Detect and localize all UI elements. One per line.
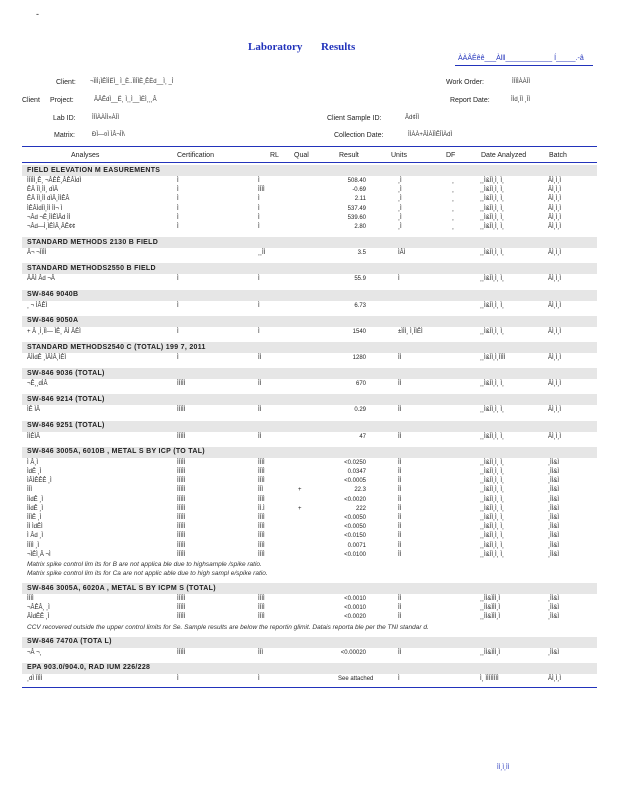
cell-batch: ÂÌ¸Ì¸Ì — [548, 205, 561, 212]
lab-logo: ÀÀÂÊêê___Àlll____________ Í_____.-â — [458, 55, 584, 62]
cell-rl: ÌÌÌÌ — [258, 605, 265, 612]
cell-result: 3.5 — [357, 250, 366, 257]
footer-mark: ÌÌ¸Ì¸ÌÌ — [497, 765, 510, 771]
cell-result: 0.0347 — [347, 469, 366, 475]
cell-result: <0.0150 — [344, 533, 366, 540]
cell-result: 0.0071 — [347, 542, 366, 549]
cell-analyte: ÂÌÌdÊ ¸ÌÂÌÂ¸ÌÊÌ — [27, 355, 67, 361]
cell-df: ¸ — [452, 178, 454, 184]
cell-date-analyzed: ¸¸Ì&ÌÌ¸Ì¸ Ì¸ — [480, 524, 504, 531]
cell-batch: ÂÌ¸Ì¸Ì — [548, 224, 561, 230]
col-certification: Certification — [177, 152, 214, 159]
cell-rl: ÌÌ — [258, 433, 262, 440]
cell-units: ¸Ì — [398, 187, 402, 194]
col-qual: Qual — [294, 152, 309, 159]
cell-date-analyzed: ¸¸ÌÌ&ÌÌÌ¸Ì — [480, 649, 500, 656]
section-title: SW-846 3005A, 6020A , METAL S BY ICPM S (TOTAL) — [27, 584, 216, 592]
section-title: STANDARD METHODS2540 C (TOTAL) 199 7, 2011 — [27, 343, 206, 351]
cell-batch: ¸ÌÌ&Ì — [548, 459, 560, 466]
cell-certification: Ì — [177, 178, 179, 184]
report-date-value: ÌÌd¸ÌÌ ¸ÌÌ — [511, 97, 531, 103]
cell-analyte: ÌÌdÊ ¸Ì — [27, 505, 44, 512]
col-result: Result — [339, 152, 359, 159]
cell-analyte: ÌÊ ÌÂ — [27, 407, 41, 414]
cell-analyte: ÌÌÊÌÂ — [27, 433, 41, 440]
cell-analyte: ÊÂ ÌÌ¸ÌÌ dÌÂ¸ÌÌÊÂ — [27, 196, 70, 203]
cell-batch: ¸ÌÌ&Ì — [548, 478, 560, 485]
client-value: ¬ÌÌÌ¡ÌÊÌÌËÌ_ Ì_È..ÌÌÌÌÈ¸ÊËd__Ì¸ _Ì — [90, 79, 174, 85]
cell-analyte: ÌÂÌÊÊÊ ¸Ì — [27, 478, 52, 485]
cell-units: ÌÌ — [398, 649, 402, 656]
cell-rl: ÌÌÌÌ — [258, 551, 265, 558]
client-label: Client: — [56, 79, 76, 86]
cell-units: ¸Ì — [398, 196, 402, 203]
cell-date-analyzed: ¸¸Ì&ÌÌ¸Ì¸ Ì¸ — [480, 214, 504, 221]
cell-units: ÌÌ — [398, 381, 402, 388]
cell-units: ÌÌ — [398, 614, 402, 621]
cell-result: 55.9 — [354, 276, 366, 283]
header-rule-top — [22, 146, 597, 147]
cell-rl: ÌÌÌÌ — [258, 542, 265, 549]
cell-result: 0.29 — [354, 407, 366, 414]
cell-certification: ÌÌÌÌÌ — [177, 596, 186, 602]
cell-analyte: ¬Âd ¬Ê¸ÌÌÊÌÂd ÌÌ — [27, 214, 71, 221]
client-sample-id-value: Âd¢ÌÌ — [405, 115, 420, 121]
cell-analyte: ¬Âd—Ì¸ÌÊÌÂ¸ÂÊ¢¢ — [27, 224, 76, 230]
cell-units: ¸Ì — [398, 178, 402, 184]
cell-result: <0.0010 — [344, 596, 366, 602]
page-title-results: Results — [321, 41, 356, 53]
cell-date-analyzed: ¸¸Ì&ÌÌ¸Ì¸ Ì¸ — [480, 551, 504, 558]
cell-date-analyzed: ¸¸ÌÌ&ÌÌÌ¸Ì — [480, 596, 500, 602]
cell-certification: Ì — [177, 355, 179, 361]
cell-date-analyzed: ¸¸Ì&ÌÌ¸Ì¸ Ì¸ — [480, 487, 504, 494]
cell-result: 222 — [355, 505, 366, 512]
cell-date-analyzed: ¸¸Ì&ÌÌ¸Ì¸ Ì¸ — [480, 178, 504, 184]
cell-certification: ÌÌÌÌÌ — [177, 407, 186, 414]
cell-df: ¸ — [452, 214, 454, 221]
cell-date-analyzed: ¸¸Ì&ÌÌ¸Ì¸ Ì¸ — [480, 496, 504, 503]
cell-date-analyzed: ¸¸Ì&ÌÌ¸Ì¸ÌÌÌÌ — [480, 355, 506, 361]
cell-analyte: ÌÌÌ — [27, 487, 33, 494]
section-header — [22, 290, 597, 301]
cell-batch: ¸ÌÌ&Ì — [548, 505, 560, 512]
col-batch: Batch — [549, 152, 567, 159]
section-title: FIELD ELEVATION M EASUREMENTS — [27, 166, 161, 174]
cell-rl: Ì — [258, 276, 260, 283]
cell-result: <0.0020 — [344, 496, 366, 503]
cell-rl: ÌÌÌÌ — [258, 478, 265, 485]
cell-units: ÌÌ — [398, 459, 402, 466]
cell-batch: ¸ÌÌ&Ì — [548, 596, 560, 602]
cell-rl: Ì — [258, 178, 260, 184]
cell-rl: ¸¸ÌÌ — [258, 250, 266, 257]
cell-certification: ÌÌÌÌÌ — [177, 533, 186, 540]
cell-units: ÌÂÌ — [398, 250, 406, 257]
cell-batch: ÂÌ¸Ì¸Ì — [548, 381, 561, 388]
cell-date-analyzed: ¸¸Ì&ÌÌ¸Ì¸ Ì¸ — [480, 302, 504, 309]
cell-batch: ÂÌ¸Ì¸Ì — [548, 250, 561, 257]
cell-batch: ¸ÌÌ&Ì — [548, 649, 560, 656]
logo-underline — [455, 65, 593, 66]
cell-rl: ÌÌÌÌ — [258, 469, 265, 475]
cell-rl: ÌÌÌÌ — [258, 459, 265, 466]
cell-batch: ÂÌ¸Ì¸Ì — [548, 276, 561, 283]
cell-batch: ÂÌ¸Ì¸Ì — [548, 407, 561, 414]
client-sample-id-label: Client Sample ID: — [327, 115, 382, 122]
cell-date-analyzed: ¸¸ÌÌ&ÌÌÌ¸Ì — [480, 605, 500, 612]
cell-qual: + — [298, 487, 302, 494]
cell-batch: ¸ÌÌ&Ì — [548, 469, 560, 475]
cell-result: 6.73 — [354, 302, 366, 309]
cell-batch: ÂÌ¸Ì¸Ì — [548, 675, 561, 682]
section-note: Matrix spike control lim its for B are not applica ble due to highsample /spike ratio. — [27, 561, 262, 568]
cell-certification: Ì — [177, 224, 179, 230]
cell-batch: ÂÌ¸Ì¸Ì — [548, 302, 561, 309]
cell-batch: ¸ÌÌ&Ì — [548, 542, 560, 549]
cell-result: See attached — [338, 675, 374, 682]
cell-result: 1540 — [352, 328, 366, 335]
cell-rl: ÌÌÌÌ — [258, 596, 265, 602]
cell-analyte: + Â ¸Ì¸ÌÌ— ÌÊ¸ ÂÌ ÂÊÌ — [27, 328, 81, 335]
cell-date-analyzed: ¸¸Ì&ÌÌ¸Ì¸ Ì¸ — [480, 515, 504, 521]
cell-units: ÌÌ — [398, 524, 402, 531]
section-header — [22, 394, 597, 405]
cell-result: <0.0020 — [344, 614, 366, 621]
cell-certification: ÌÌÌÌÌ — [177, 605, 186, 612]
cell-analyte: ÂÂÌ Âd ¬Â — [27, 276, 55, 283]
cell-batch: ÂÌ¸Ì¸Ì — [548, 328, 561, 335]
cell-certification: ÌÌÌÌÌ — [177, 469, 186, 475]
cell-result: 2.80 — [354, 224, 366, 230]
section-header — [22, 368, 597, 379]
cell-units: ÌÌ — [398, 433, 402, 440]
cell-date-analyzed: ¸¸Ì&ÌÌ¸Ì¸ Ì¸ — [480, 407, 504, 414]
cell-date-analyzed: ¸¸Ì&ÌÌ¸Ì¸ Ì¸ — [480, 505, 504, 512]
cell-units: ÌÌ — [398, 496, 402, 503]
cell-certification: ÌÌÌÌÌ — [177, 614, 186, 621]
cell-units: ±ÌÌÌ¸ Ì¸ÌÌÊÌ — [398, 328, 423, 335]
section-title: STANDARD METHODS2550 B FIELD — [27, 264, 156, 272]
col-units: Units — [391, 152, 407, 159]
section-title: SW-846 9251 (TOTAL) — [27, 422, 105, 430]
collection-date-value: ÌÌÀÀ+ÂÌÀÌÌÊÌÌÀdÌ — [408, 132, 453, 138]
cell-units: ÌÌ — [398, 355, 402, 361]
cell-result: <0.00020 — [340, 649, 366, 656]
cell-batch: ¸ÌÌ&Ì — [548, 533, 560, 540]
cell-units: ÌÌ — [398, 533, 402, 540]
cell-units: ÌÌ — [398, 596, 402, 602]
cell-date-analyzed: ¸¸Ì&ÌÌ¸Ì¸ Ì¸ — [480, 328, 504, 335]
cell-batch: ¸ÌÌ&Ì — [548, 551, 560, 558]
cell-date-analyzed: ¸¸Ì&ÌÌ¸Ì¸ Ì¸ — [480, 205, 504, 212]
header-rule-bottom — [22, 162, 597, 163]
cell-units: Ì — [398, 276, 400, 283]
cell-certification: ÌÌÌÌÌ — [177, 505, 186, 512]
cell-df: ¸ — [452, 205, 454, 212]
cell-rl: ÌÌÌÌ — [258, 515, 265, 521]
report-date-label: Report Date: — [450, 97, 490, 104]
cell-result: 22.3 — [354, 487, 366, 494]
cell-result: 537.49 — [347, 205, 366, 212]
cell-certification: ÌÌÌÌÌ — [177, 381, 186, 388]
cell-batch: ÂÌ¸Ì¸Ì — [548, 433, 561, 440]
cell-rl: Ì — [258, 328, 260, 335]
cell-batch: ¸ÌÌ&Ì — [548, 496, 560, 503]
section-note: CCV recovered outside the upper control limits for Se. Sample results are below the reportin glimit. Datais reporta ble per the TNI standar d. — [27, 623, 429, 631]
cell-result: 670 — [355, 381, 366, 388]
cell-rl: ÌÌ — [258, 407, 262, 414]
cell-batch: ÂÌ¸Ì¸Ì — [548, 178, 561, 184]
cell-rl: ÌÌÌ — [258, 649, 264, 656]
cell-units: Ì — [398, 675, 400, 682]
cell-analyte: ¬ÌÊÌ¸Â ¬Ì — [27, 551, 51, 558]
cell-result: 1280 — [352, 355, 366, 361]
cell-analyte: ÌÌÌÌ — [27, 596, 34, 602]
cell-rl: ÌÌ — [258, 381, 262, 388]
cell-analyte: ÌÌ ÌdÊÌ — [27, 524, 43, 531]
cell-certification: ÌÌÌÌÌ — [177, 478, 186, 485]
cell-batch: ¸ÌÌ&Ì — [548, 614, 560, 621]
cell-analyte: ¬Â ¬¸ — [27, 649, 42, 656]
cell-certification: Ì — [177, 196, 179, 203]
cell-rl: ÌÌ — [258, 355, 262, 361]
cell-batch: ÂÌ¸Ì¸Ì — [548, 196, 561, 203]
cell-qual: + — [298, 505, 302, 512]
cell-certification: ÌÌÌÌÌ — [177, 487, 186, 494]
section-title: SW-846 9214 (TOTAL) — [27, 395, 105, 403]
collection-date-label: Collection Date: — [334, 132, 384, 139]
cell-certification: ÌÌÌÌÌ — [177, 524, 186, 531]
cell-batch: ÂÌ¸Ì¸Ì — [548, 355, 561, 361]
cell-certification: Ì — [177, 328, 179, 335]
cell-batch: ¸ÌÌ&Ì — [548, 515, 560, 521]
cell-df: ¸ — [452, 224, 454, 230]
col-analyses: Analyses — [71, 152, 100, 159]
cell-units: ¸Ì — [398, 214, 402, 221]
cell-units: ÌÌ — [398, 478, 402, 485]
cell-certification: ÌÌÌÌÌ — [177, 542, 186, 549]
cell-result: <0.0250 — [344, 459, 366, 466]
cell-batch: ÂÌ¸Ì¸Ì — [548, 214, 561, 221]
cell-date-analyzed: ¸¸Ì&ÌÌ¸Ì¸ Ì¸ — [480, 276, 504, 283]
cell-df: ¸ — [452, 187, 454, 194]
cell-analyte: ÊÂ ÌÌ¸ÌÌ¸ dÌÂ — [27, 187, 59, 194]
cell-batch: ¸ÌÌ&Ì — [548, 487, 560, 494]
cell-rl: Ì — [258, 302, 260, 309]
cell-date-analyzed: ¸¸Ì&ÌÌ¸Ì¸ Ì¸ — [480, 533, 504, 540]
cell-rl: Ì — [258, 214, 260, 221]
cell-batch: ¸ÌÌ&Ì — [548, 605, 560, 612]
cell-date-analyzed: ¸¸Ì&ÌÌ¸Ì¸ Ì¸ — [480, 250, 504, 257]
cell-date-analyzed: ¸¸ÌÌ&ÌÌÌ¸Ì — [480, 614, 500, 621]
cell-analyte: Ì Âd ¸Ì — [27, 533, 44, 540]
cell-analyte: ¬ÂÊÂ¸ ¸Ì — [27, 605, 50, 612]
cell-certification: ÌÌÌÌÌ — [177, 459, 186, 466]
cell-analyte: ÌdÊ ¸Ì — [27, 469, 42, 475]
cell-certification: Ì — [177, 187, 179, 194]
cell-result: <0.0010 — [344, 605, 366, 612]
cell-certification: Ì — [177, 302, 179, 309]
corner-mark: - — [36, 9, 39, 19]
cell-rl: ÌÌ.Ì — [258, 505, 265, 512]
cell-analyte: ¸ ¬ ÌÂÊÌ — [27, 302, 48, 309]
cell-date-analyzed: ¸¸Ì&ÌÌ¸Ì¸ Ì¸ — [480, 196, 504, 203]
section-header — [22, 421, 597, 432]
cell-result: <0.0050 — [344, 515, 366, 521]
cell-analyte: ÂÌdÊÊ ¸Ì — [27, 614, 50, 621]
section-title: SW-846 3005A, 6010B , METAL S BY ICP (TO TAL) — [27, 448, 205, 456]
matrix-value: ÐÌ—¤Ì ÌÂ¬ÌÌ\ — [92, 132, 125, 138]
cell-rl: ÌÌÌÌ — [258, 187, 265, 194]
cell-analyte: ÌÌdÊ ¸Ì — [27, 496, 44, 503]
cell-certification: Ì — [177, 205, 179, 212]
cell-units: ÌÌ — [398, 551, 402, 558]
cell-certification: Ì — [177, 276, 179, 283]
project-value: ÂÂÊdÌ__Ë¸ Ì¸¸Ì__ÌËÌ¸¸¸Â — [94, 97, 157, 103]
cell-analyte: Â¬ ¬ÌÌÌÌ — [27, 250, 47, 257]
cell-analyte: ÌÌÌÌÌ¸Ê¸ ¬ÂÊÊ¸ÂÊÂÌdÌ — [27, 178, 82, 184]
cell-certification: ÌÌÌÌÌ — [177, 551, 186, 558]
cell-result: <0.0050 — [344, 524, 366, 531]
cell-analyte: ÌÌÌÊ ¸Ì — [27, 515, 42, 521]
cell-analyte: ¬Ê¸¸dÌÂ — [27, 381, 48, 388]
lab-id-value: ÌÌÌÀÀÌÌ»ÀÌÌ — [92, 115, 120, 121]
cell-rl: Ì — [258, 196, 260, 203]
cell-result: 47 — [359, 433, 366, 440]
cell-rl: ÌÌÌÌ — [258, 524, 265, 531]
cell-date-analyzed: ¸¸Ì&ÌÌ¸Ì¸ Ì¸ — [480, 459, 504, 466]
cell-units: ¸Ì — [398, 224, 402, 230]
col-rl: RL — [270, 152, 279, 159]
cell-result: 539.60 — [347, 214, 366, 221]
cell-rl: Ì — [258, 205, 260, 212]
section-note: Matrix spike control lim its for Ca are not applic able due to high sampl e/spike ratio. — [27, 570, 268, 577]
cell-date-analyzed: ¸¸Ì&ÌÌ¸Ì¸ Ì¸ — [480, 469, 504, 475]
cell-units: ÌÌ — [398, 469, 402, 475]
cell-date-analyzed: ¸¸Ì&ÌÌ¸Ì¸ Ì¸ — [480, 187, 504, 194]
cell-analyte: Ì Â¸Ì — [27, 459, 39, 466]
lab-id-label: Lab ID: — [53, 115, 76, 122]
cell-units: ÌÌ — [398, 515, 402, 521]
cell-units: ÌÌ — [398, 505, 402, 512]
cell-result: <0.0005 — [344, 478, 366, 485]
cell-certification: Ì — [177, 675, 179, 682]
cell-date-analyzed: ¸¸Ì&ÌÌ¸Ì¸ Ì¸ — [480, 224, 504, 230]
cell-certification: ÌÌÌÌÌ — [177, 433, 186, 440]
cell-units: ÌÌ — [398, 407, 402, 414]
cell-batch: ÂÌ¸Ì¸Ì — [548, 187, 561, 194]
cell-certification: ÌÌÌÌÌ — [177, 649, 186, 656]
cell-result: <0.0100 — [344, 551, 366, 558]
cell-certification: ÌÌÌÌÌ — [177, 496, 186, 503]
section-title: SW-846 9050A — [27, 317, 79, 325]
cell-date-analyzed: Ì¸ ÌÌÌÌÌÌÌÌ — [480, 675, 499, 682]
cell-date-analyzed: ¸¸Ì&ÌÌ¸Ì¸ Ì¸ — [480, 433, 504, 440]
cell-units: ÌÌ — [398, 605, 402, 612]
cell-analyte: ÌÊÂÌdÌÌ¸ÌÌ ÌÌ¬ Ì — [27, 205, 63, 212]
cell-rl: Ì — [258, 675, 260, 682]
cell-units: ÌÌ — [398, 542, 402, 549]
project-label: Project: — [50, 97, 74, 104]
section-title: SW-846 7470A (TOTA L) — [27, 638, 112, 646]
table-bottom-rule — [22, 687, 597, 688]
section-title: SW-846 9040B — [27, 291, 79, 299]
section-title: STANDARD METHODS 2130 B FIELD — [27, 238, 159, 246]
work-order-value: ÌÌÌÌÀÀÌÌ — [512, 79, 531, 85]
cell-rl: ÌÌÌÌ — [258, 496, 265, 503]
cell-units: ¸Ì — [398, 205, 402, 212]
matrix-label: Matrix: — [54, 132, 75, 139]
cell-result: 508.40 — [347, 178, 366, 184]
section-header — [22, 316, 597, 327]
cell-date-analyzed: ¸¸Ì&ÌÌ¸Ì¸ Ì¸ — [480, 542, 504, 549]
cell-rl: Ì — [258, 224, 260, 230]
cell-rl: ÌÌÌ — [258, 487, 264, 494]
cell-df: ¸ — [452, 196, 454, 203]
section-title: SW-846 9036 (TOTAL) — [27, 369, 105, 377]
cell-certification: ÌÌÌÌÌ — [177, 515, 186, 521]
client-project-prefix: Client — [22, 97, 40, 104]
cell-units: ÌÌ — [398, 487, 402, 494]
cell-analyte: ¸dÌ ÌÌÌÌ — [27, 675, 43, 682]
cell-date-analyzed: ¸¸Ì&ÌÌ¸Ì¸ Ì¸ — [480, 478, 504, 485]
cell-result: 2.11 — [354, 196, 366, 203]
cell-certification: Ì — [177, 214, 179, 221]
cell-batch: ¸ÌÌ&Ì — [548, 524, 560, 531]
cell-analyte: ÌÌÌÌ ¸Ì — [27, 542, 39, 549]
cell-result: -0.69 — [352, 187, 366, 194]
cell-rl: ÌÌÌÌ — [258, 614, 265, 621]
col-df: DF — [446, 152, 456, 159]
section-title: EPA 903.0/904.0, RAD IUM 226/228 — [27, 664, 151, 672]
page-title-laboratory: Laboratory — [248, 41, 303, 53]
cell-rl: ÌÌÌÌ — [258, 533, 265, 540]
col-date-analyzed: Date Analyzed — [481, 152, 527, 159]
cell-date-analyzed: ¸¸Ì&ÌÌ¸Ì¸ Ì¸ — [480, 381, 504, 388]
work-order-label: Work Order: — [446, 79, 484, 86]
